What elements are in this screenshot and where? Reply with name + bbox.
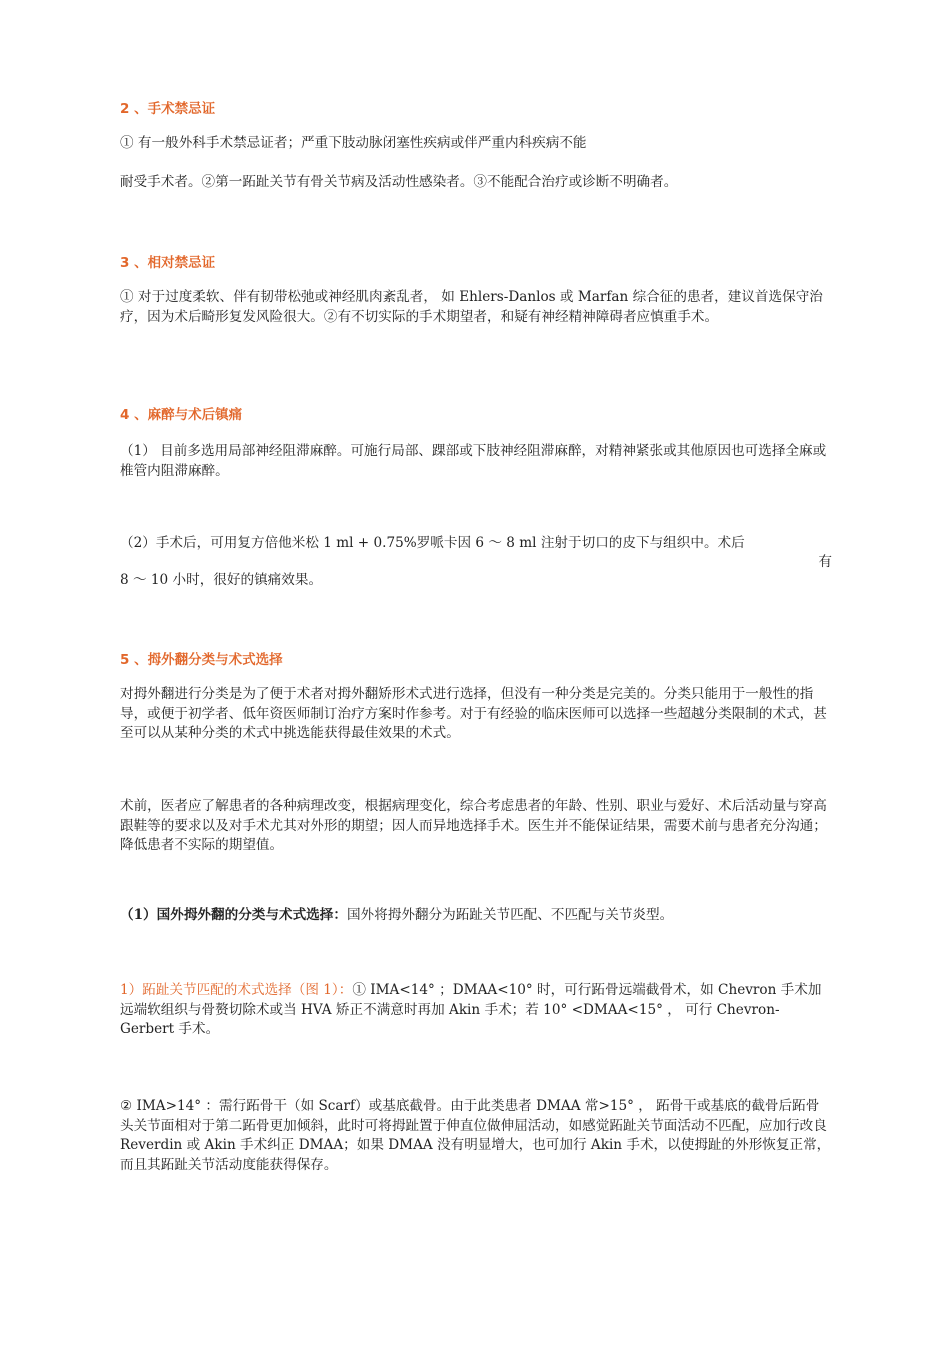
section-4-paragraph-1: （1） 目前多选用局部神经阻滞麻醉。可施行局部、踝部或下肢神经阻滞麻醉，对精神紧张或其他原因也可选择全麻或椎管内阻滞麻醉。 bbox=[120, 443, 827, 479]
section-4-paragraph-2-line-3: 8 ～ 10 小时，很好的镇痛效果。 bbox=[120, 572, 323, 588]
subsection-1-title: （1）国外拇外翻的分类与术式选择： bbox=[120, 907, 347, 923]
item-1-title: 1）跖趾关节匹配的术式选择（图 1）： bbox=[120, 982, 353, 998]
item-1-paragraph bbox=[120, 981, 832, 1040]
section-5-paragraph-1: 对拇外翻进行分类是为了便于术者对拇外翻矫形术式进行选择，但没有一种分类是完美的。分类只能用于一般性的指导，或便于初学者、低年资医师制订治疗方案时作参考。对于有经验的临床医师可以选择一些超越分类限制的术式，甚至可以从某种分类的术式中挑选能获得最佳效果的术式。 bbox=[120, 686, 827, 742]
section-5-heading: 5 、拇外翻分类与术式选择 bbox=[120, 652, 283, 668]
section-4-paragraph-2-line-2: 有 bbox=[818, 554, 832, 570]
section-2-line-2: 耐受手术者。②第一跖趾关节有骨关节病及活动性感染者。③不能配合治疗或诊断不明确者。 bbox=[120, 174, 678, 190]
section-4-heading: 4 、麻醉与术后镇痛 bbox=[120, 407, 243, 423]
item-2-paragraph: ② IMA>14° ：需行跖骨干（如 Scarf）或基底截骨。由于此类患者 DMAA 常>15° ， 跖骨干或基底的截骨后跖骨头关节面相对于第二跖骨更加倾斜，此时可将拇趾置于伸直位做伸屈活动，如感觉跖趾关节面活动不匹配，应加行改良 Reverdin 或 Akin 手术纠正 DMAA；如果 DMAA 没有明显增大，也可加行 Akin 手术，以使拇趾的外形恢复正常，而且其跖趾关节活动度能获得保存。 bbox=[120, 1098, 831, 1173]
subsection-1-text: 国外将拇外翻分为跖趾关节匹配、不匹配与关节炎型。 bbox=[346, 907, 674, 923]
item-1-text: ① IMA<14° ；DMAA<10° 时，可行跖骨远端截骨术，如 Chevron 手术加远端软组织与骨赘切除术或当 HVA 矫正不满意时再加 Akin 手术；若 10° <DMAA<15° ， 可行 Chevron-Gerbert 手术。 bbox=[120, 982, 822, 1038]
section-2-heading: 2 、手术禁忌证 bbox=[120, 101, 216, 117]
subsection-1 bbox=[120, 906, 832, 926]
section-3-paragraph: ① 对于过度柔软、伴有韧带松弛或神经肌肉紊乱者， 如 Ehlers-Danlos 或 Marfan 综合征的患者，建议首选保守治疗，因为术后畸形复发风险很大。②有不切实际的手术期望者，和疑有神经精神障碍者应慎重手术。 bbox=[120, 289, 823, 325]
section-3-heading: 3 、相对禁忌证 bbox=[120, 255, 216, 271]
section-4-paragraph-2-line-1: （2）手术后，可用复方倍他米松 1 ml + 0.75%罗哌卡因 6 ～ 8 ml 注射于切口的皮下与组织中。术后 bbox=[120, 535, 745, 551]
section-5-paragraph-2: 术前，医者应了解患者的各种病理改变，根据病理变化，综合考虑患者的年龄、性别、职业与爱好、术后活动量与穿高跟鞋等的要求以及对手术尤其对外形的期望；因人而异地选择手术。医生并不能保证结果，需要术前与患者充分沟通；降低患者不实际的期望值。 bbox=[120, 798, 827, 854]
section-2-line-1: ① 有一般外科手术禁忌证者；严重下肢动脉闭塞性疾病或伴严重内科疾病不能 bbox=[120, 135, 587, 151]
